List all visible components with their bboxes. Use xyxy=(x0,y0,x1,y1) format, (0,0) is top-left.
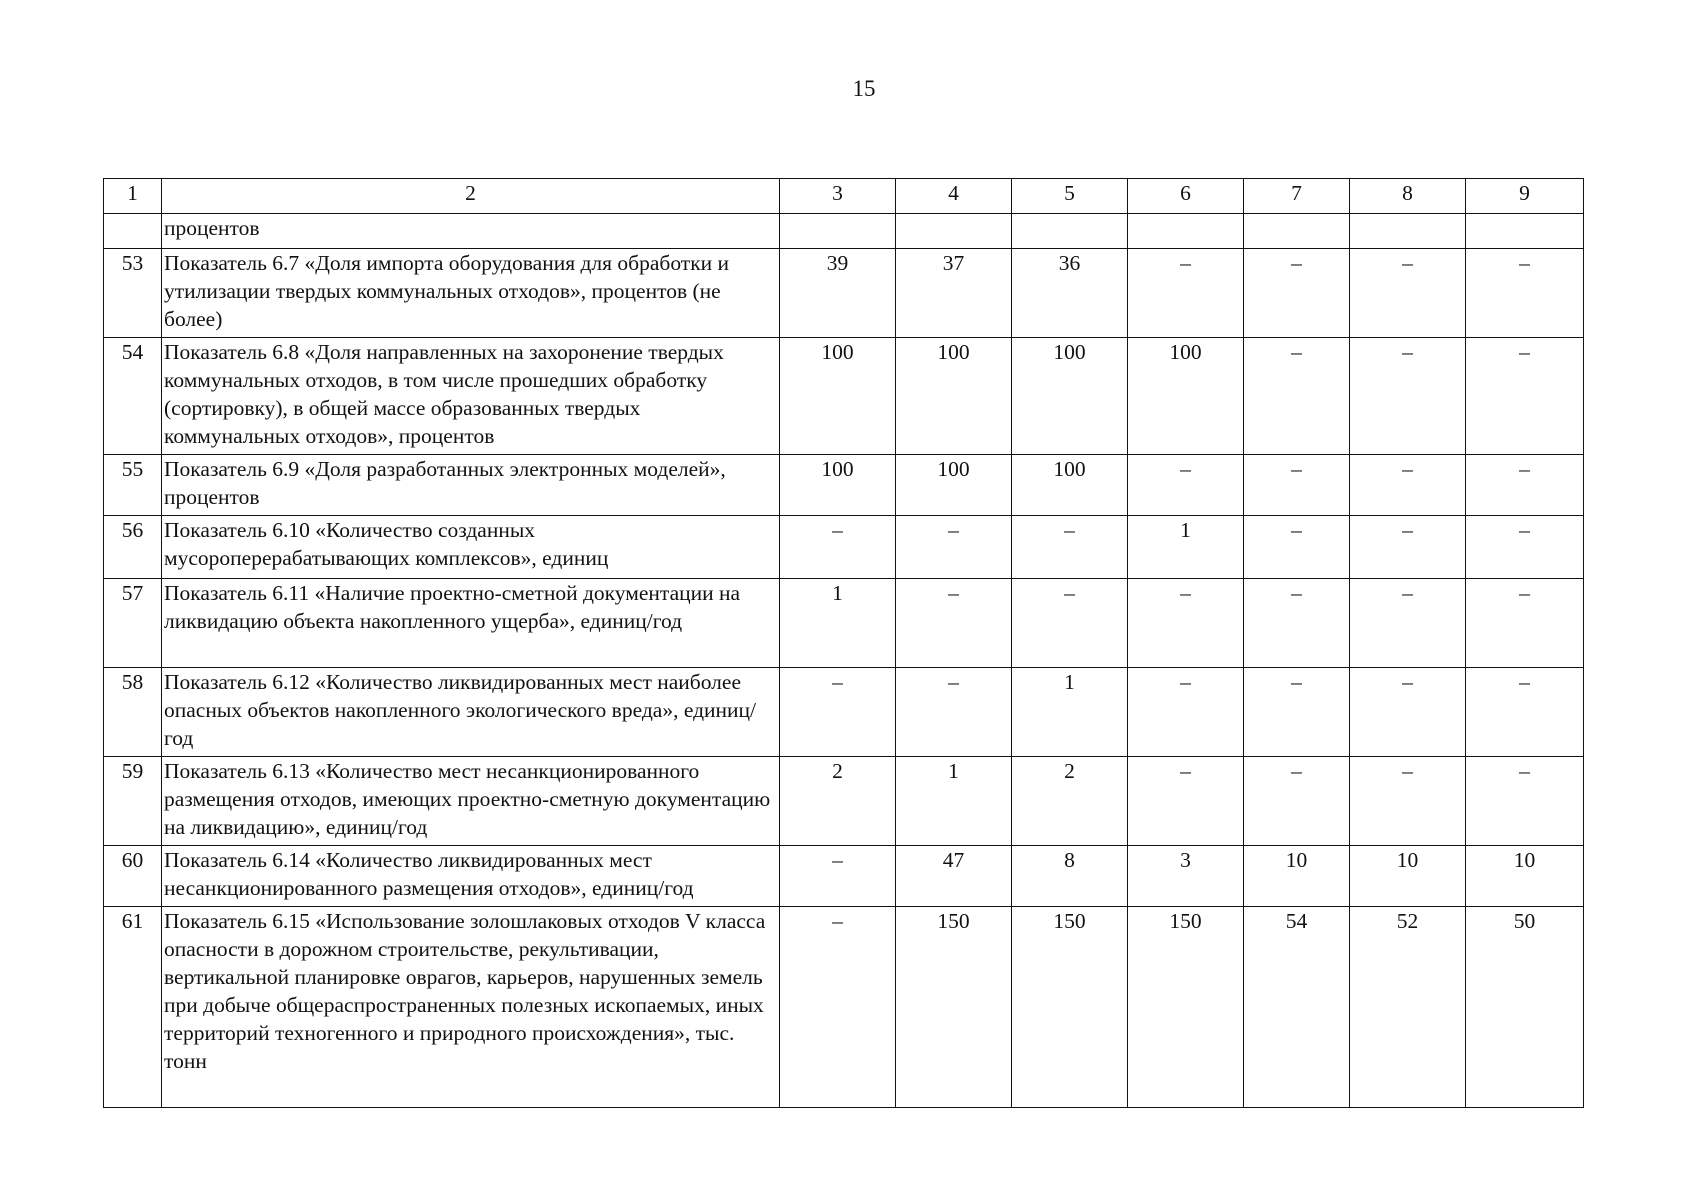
value-cell: – xyxy=(1128,249,1244,338)
column-header: 7 xyxy=(1244,179,1350,214)
value-cell: – xyxy=(1128,668,1244,757)
table-header-row xyxy=(104,179,1584,214)
value-cell: 36 xyxy=(1012,249,1128,338)
indicator-text: Показатель 6.10 «Количество созданных мусороперерабатывающих комплексов», единиц xyxy=(162,516,780,579)
indicator-text: Показатель 6.12 «Количество ликвидированных мест наиболее опасных объектов накопленного экологического вреда», единиц/год xyxy=(162,668,780,757)
value-cell: – xyxy=(1244,338,1350,455)
value-cell: – xyxy=(780,516,896,579)
row-number: 54 xyxy=(104,338,162,455)
indicator-text: Показатель 6.11 «Наличие проектно-сметной документации на ликвидацию объекта накопленного ущерба», единиц/год xyxy=(162,579,780,668)
value-cell: 37 xyxy=(896,249,1012,338)
value-cell: 50 xyxy=(1466,907,1584,1108)
value-cell: – xyxy=(1350,338,1466,455)
value-cell: 47 xyxy=(896,846,1012,907)
indicators-table xyxy=(103,178,1584,1108)
value-cell: 100 xyxy=(780,338,896,455)
value-cell: 100 xyxy=(1128,338,1244,455)
row-number xyxy=(104,214,162,249)
column-header: 3 xyxy=(780,179,896,214)
indicator-text: Показатель 6.9 «Доля разработанных электронных моделей», процентов xyxy=(162,455,780,516)
value-cell: 2 xyxy=(1012,757,1128,846)
column-header: 2 xyxy=(162,179,780,214)
value-cell: – xyxy=(896,579,1012,668)
value-cell: – xyxy=(1350,757,1466,846)
value-cell: – xyxy=(1128,757,1244,846)
row-number: 53 xyxy=(104,249,162,338)
value-cell: – xyxy=(1350,516,1466,579)
value-cell: – xyxy=(1466,757,1584,846)
column-header: 5 xyxy=(1012,179,1128,214)
value-cell: – xyxy=(1244,249,1350,338)
value-cell: 10 xyxy=(1244,846,1350,907)
value-cell: 2 xyxy=(780,757,896,846)
value-cell: – xyxy=(1466,455,1584,516)
indicator-text: Показатель 6.8 «Доля направленных на захоронение твердых коммунальных отходов, в том числе прошедших обработку (сортировку), в общей массе образованных твердых коммунальных отходов», процентов xyxy=(162,338,780,455)
value-cell xyxy=(1128,214,1244,249)
table-row-continuation xyxy=(104,214,1584,249)
value-cell: – xyxy=(1350,668,1466,757)
value-cell xyxy=(1012,214,1128,249)
row-number: 55 xyxy=(104,455,162,516)
value-cell: 150 xyxy=(1128,907,1244,1108)
value-cell xyxy=(1244,214,1350,249)
value-cell xyxy=(1466,214,1584,249)
value-cell: – xyxy=(780,668,896,757)
value-cell: 150 xyxy=(896,907,1012,1108)
value-cell: 150 xyxy=(1012,907,1128,1108)
table-row xyxy=(104,907,1584,1108)
value-cell: 100 xyxy=(896,455,1012,516)
indicator-text: Показатель 6.7 «Доля импорта оборудования для обработки и утилизации твердых коммунальных отходов», процентов (не более) xyxy=(162,249,780,338)
row-number: 58 xyxy=(104,668,162,757)
column-header: 4 xyxy=(896,179,1012,214)
value-cell xyxy=(1350,214,1466,249)
value-cell: – xyxy=(1244,516,1350,579)
value-cell: – xyxy=(1012,579,1128,668)
value-cell: 1 xyxy=(1128,516,1244,579)
row-number: 60 xyxy=(104,846,162,907)
value-cell: – xyxy=(1350,455,1466,516)
value-cell: – xyxy=(1350,249,1466,338)
value-cell: – xyxy=(1244,757,1350,846)
value-cell: – xyxy=(1128,579,1244,668)
value-cell: – xyxy=(780,846,896,907)
value-cell: – xyxy=(1466,579,1584,668)
table-row xyxy=(104,516,1584,579)
table-row xyxy=(104,579,1584,668)
value-cell: 100 xyxy=(1012,455,1128,516)
row-number: 57 xyxy=(104,579,162,668)
value-cell: – xyxy=(1244,455,1350,516)
value-cell: – xyxy=(896,668,1012,757)
value-cell: 10 xyxy=(1466,846,1584,907)
indicator-text: Показатель 6.15 «Использование золошлаковых отходов V класса опасности в дорожном строительстве, рекультивации, вертикальной планировке оврагов, карьеров, нарушенных земель при добыче общераспространенных полезных ископаемых, иных территорий техногенного и природного происхождения», тыс. тонн xyxy=(162,907,780,1108)
value-cell: – xyxy=(1244,579,1350,668)
value-cell: 100 xyxy=(1012,338,1128,455)
table-row xyxy=(104,249,1584,338)
value-cell: 1 xyxy=(1012,668,1128,757)
page-number: 15 xyxy=(852,76,876,101)
value-cell: 100 xyxy=(896,338,1012,455)
column-header: 8 xyxy=(1350,179,1466,214)
value-cell: – xyxy=(896,516,1012,579)
table-row xyxy=(104,338,1584,455)
value-cell: – xyxy=(1466,249,1584,338)
value-cell: – xyxy=(1466,516,1584,579)
table-row xyxy=(104,455,1584,516)
value-cell: – xyxy=(1466,668,1584,757)
row-number: 59 xyxy=(104,757,162,846)
table-row xyxy=(104,757,1584,846)
column-header: 6 xyxy=(1128,179,1244,214)
value-cell: 39 xyxy=(780,249,896,338)
row-number: 56 xyxy=(104,516,162,579)
table-row xyxy=(104,668,1584,757)
row-number: 61 xyxy=(104,907,162,1108)
value-cell: 8 xyxy=(1012,846,1128,907)
value-cell: 1 xyxy=(896,757,1012,846)
value-cell xyxy=(896,214,1012,249)
value-cell: – xyxy=(1128,455,1244,516)
column-header: 9 xyxy=(1466,179,1584,214)
value-cell: – xyxy=(1244,668,1350,757)
indicator-text: Показатель 6.13 «Количество мест несанкционированного размещения отходов, имеющих проектно-сметную документацию на ликвидацию», единиц/год xyxy=(162,757,780,846)
table-row xyxy=(104,846,1584,907)
value-cell: – xyxy=(1466,338,1584,455)
value-cell: – xyxy=(1012,516,1128,579)
value-cell xyxy=(780,214,896,249)
value-cell: 100 xyxy=(780,455,896,516)
value-cell: 10 xyxy=(1350,846,1466,907)
indicator-text: Показатель 6.14 «Количество ликвидированных мест несанкционированного размещения отходов», единиц/год xyxy=(162,846,780,907)
indicator-text: процентов xyxy=(162,214,780,249)
value-cell: 1 xyxy=(780,579,896,668)
value-cell: 52 xyxy=(1350,907,1466,1108)
value-cell: 54 xyxy=(1244,907,1350,1108)
column-header: 1 xyxy=(104,179,162,214)
value-cell: – xyxy=(780,907,896,1108)
value-cell: 3 xyxy=(1128,846,1244,907)
value-cell: – xyxy=(1350,579,1466,668)
